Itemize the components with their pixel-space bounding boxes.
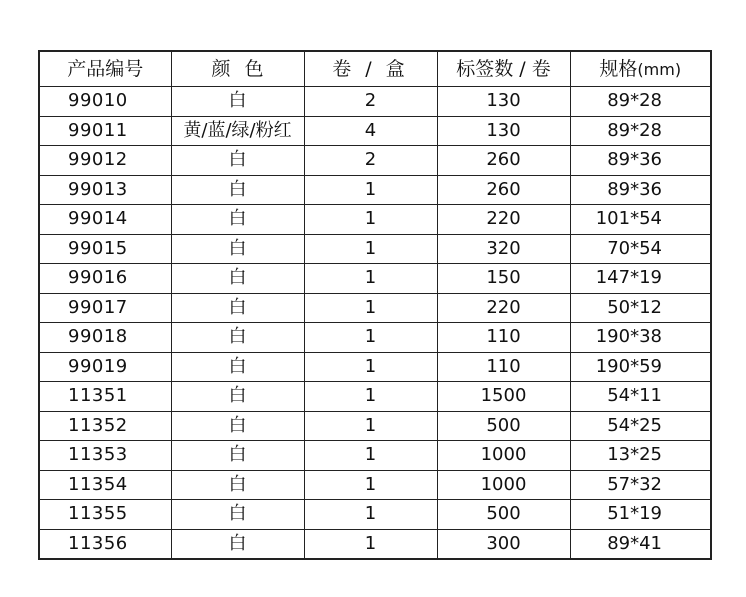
table-row <box>39 205 711 235</box>
table-row <box>39 470 711 500</box>
header-color: 颜色 <box>171 51 304 87</box>
cell-color: 黄/蓝/绿/粉红 <box>171 116 304 146</box>
cell-rolls-per-box: 1 <box>304 352 437 382</box>
table-row <box>39 411 711 441</box>
cell-size: 51*19 <box>570 500 711 530</box>
table-row <box>39 264 711 294</box>
cell-color: 白 <box>171 293 304 323</box>
table-row <box>39 529 711 559</box>
cell-labels-per-roll: 500 <box>437 411 570 441</box>
cell-size: 70*54 <box>570 234 711 264</box>
table-row <box>39 352 711 382</box>
cell-size: 89*36 <box>570 175 711 205</box>
cell-rolls-per-box: 2 <box>304 87 437 117</box>
cell-rolls-per-box: 2 <box>304 146 437 176</box>
cell-size: 89*28 <box>570 116 711 146</box>
cell-color: 白 <box>171 470 304 500</box>
cell-color: 白 <box>171 352 304 382</box>
cell-size: 89*36 <box>570 146 711 176</box>
cell-labels-per-roll: 1000 <box>437 441 570 471</box>
cell-product-code: 99013 <box>39 175 171 205</box>
cell-rolls-per-box: 1 <box>304 264 437 294</box>
cell-color: 白 <box>171 234 304 264</box>
cell-color: 白 <box>171 205 304 235</box>
cell-labels-per-roll: 220 <box>437 205 570 235</box>
table-body <box>39 87 711 560</box>
cell-product-code: 99019 <box>39 352 171 382</box>
table-row <box>39 323 711 353</box>
cell-rolls-per-box: 1 <box>304 441 437 471</box>
cell-product-code: 11356 <box>39 529 171 559</box>
cell-rolls-per-box: 1 <box>304 382 437 412</box>
header-size <box>570 51 711 87</box>
cell-size: 147*19 <box>570 264 711 294</box>
cell-product-code: 99017 <box>39 293 171 323</box>
cell-product-code: 11353 <box>39 441 171 471</box>
cell-product-code: 99016 <box>39 264 171 294</box>
cell-size: 89*28 <box>570 87 711 117</box>
cell-rolls-per-box: 1 <box>304 205 437 235</box>
cell-size: 190*59 <box>570 352 711 382</box>
cell-rolls-per-box: 1 <box>304 234 437 264</box>
cell-rolls-per-box: 4 <box>304 116 437 146</box>
cell-size: 89*41 <box>570 529 711 559</box>
cell-size: 54*11 <box>570 382 711 412</box>
table-row <box>39 116 711 146</box>
cell-labels-per-roll: 260 <box>437 146 570 176</box>
cell-rolls-per-box: 1 <box>304 323 437 353</box>
cell-size: 101*54 <box>570 205 711 235</box>
cell-product-code: 99012 <box>39 146 171 176</box>
table-row <box>39 382 711 412</box>
cell-product-code: 99014 <box>39 205 171 235</box>
header-size-unit: (mm) <box>637 59 682 79</box>
cell-labels-per-roll: 130 <box>437 87 570 117</box>
cell-color: 白 <box>171 441 304 471</box>
cell-labels-per-roll: 320 <box>437 234 570 264</box>
cell-product-code: 99018 <box>39 323 171 353</box>
cell-labels-per-roll: 110 <box>437 323 570 353</box>
cell-color: 白 <box>171 146 304 176</box>
cell-size: 50*12 <box>570 293 711 323</box>
cell-rolls-per-box: 1 <box>304 175 437 205</box>
cell-labels-per-roll: 1000 <box>437 470 570 500</box>
cell-rolls-per-box: 1 <box>304 500 437 530</box>
cell-color: 白 <box>171 500 304 530</box>
cell-labels-per-roll: 150 <box>437 264 570 294</box>
cell-labels-per-roll: 500 <box>437 500 570 530</box>
cell-color: 白 <box>171 323 304 353</box>
cell-product-code: 99011 <box>39 116 171 146</box>
cell-product-code: 11354 <box>39 470 171 500</box>
cell-labels-per-roll: 220 <box>437 293 570 323</box>
cell-color: 白 <box>171 87 304 117</box>
header-rolls-per-box: 卷 / 盒 <box>304 51 437 87</box>
table-row <box>39 234 711 264</box>
cell-color: 白 <box>171 382 304 412</box>
cell-product-code: 99010 <box>39 87 171 117</box>
cell-size: 57*32 <box>570 470 711 500</box>
table-row <box>39 293 711 323</box>
cell-product-code: 11355 <box>39 500 171 530</box>
cell-product-code: 11351 <box>39 382 171 412</box>
table-row <box>39 146 711 176</box>
product-spec-table <box>38 50 712 560</box>
header-size-label: 规格 <box>599 57 638 80</box>
cell-color: 白 <box>171 175 304 205</box>
cell-color: 白 <box>171 411 304 441</box>
header-product-code: 产品编号 <box>39 51 171 87</box>
table-row <box>39 500 711 530</box>
cell-labels-per-roll: 110 <box>437 352 570 382</box>
cell-labels-per-roll: 130 <box>437 116 570 146</box>
table-row <box>39 441 711 471</box>
cell-product-code: 11352 <box>39 411 171 441</box>
cell-labels-per-roll: 1500 <box>437 382 570 412</box>
table-row <box>39 175 711 205</box>
cell-color: 白 <box>171 529 304 559</box>
table-header-row <box>39 51 711 87</box>
header-labels-per-roll: 标签数 / 卷 <box>437 51 570 87</box>
cell-rolls-per-box: 1 <box>304 470 437 500</box>
cell-color: 白 <box>171 264 304 294</box>
cell-product-code: 99015 <box>39 234 171 264</box>
cell-size: 54*25 <box>570 411 711 441</box>
cell-rolls-per-box: 1 <box>304 411 437 441</box>
cell-labels-per-roll: 260 <box>437 175 570 205</box>
cell-labels-per-roll: 300 <box>437 529 570 559</box>
cell-size: 190*38 <box>570 323 711 353</box>
cell-size: 13*25 <box>570 441 711 471</box>
cell-rolls-per-box: 1 <box>304 293 437 323</box>
table-row <box>39 87 711 117</box>
cell-rolls-per-box: 1 <box>304 529 437 559</box>
